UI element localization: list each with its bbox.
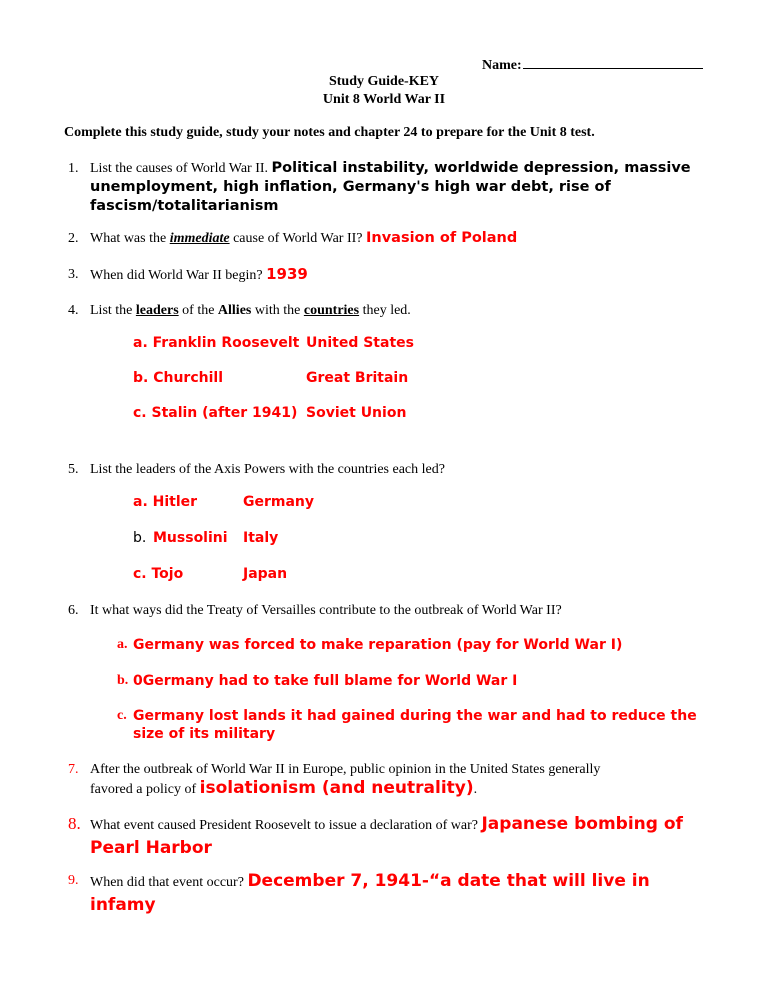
leader-name: c. Tojo — [133, 566, 184, 582]
question-number: 9. — [68, 873, 79, 888]
name-blank-line — [523, 56, 703, 69]
question-prompt: When did World War II begin? — [90, 268, 267, 283]
answer-text: isolationism (and neutrality) — [199, 778, 474, 798]
question-7 — [68, 760, 720, 799]
question-prompt-mid: of the — [178, 303, 218, 318]
answer-text: Japanese bombing of Pearl Harbor — [90, 814, 683, 858]
question-number: 5. — [68, 462, 79, 477]
leader-name: b. Churchill — [133, 370, 223, 386]
question-number: 4. — [68, 303, 79, 318]
country-name: Italy — [243, 530, 279, 546]
question-8 — [68, 813, 720, 861]
instructions: Complete this study guide, study your notes and chapter 24 to prepare for the Unit 8 test. — [64, 125, 595, 140]
question-prompt-end: they led. — [359, 303, 411, 318]
name-label: Name: — [482, 58, 522, 73]
question-6 — [68, 601, 720, 620]
emphasis-countries: countries — [303, 303, 360, 318]
item-text: Germany was forced to make reparation (pay for World War I) — [133, 637, 623, 653]
question-2 — [68, 229, 720, 248]
question-number: 7. — [68, 762, 79, 777]
leader-name: a. Hitler — [133, 494, 198, 510]
answer-text: Invasion of Poland — [366, 230, 518, 246]
question-number: 3. — [68, 267, 79, 282]
answer-text: December 7, 1941-“a date that will live in infamy — [90, 871, 650, 915]
question-prompt: What event caused President Roosevelt to issue a declaration of war? — [90, 818, 482, 833]
question-prompt: When did that event occur? — [90, 875, 248, 890]
treaty-item-b — [117, 672, 723, 690]
name-field — [482, 56, 703, 74]
question-number: 1. — [68, 161, 79, 176]
question-4 — [68, 301, 720, 320]
question-prompt: List the — [90, 303, 136, 318]
question-prompt-mid: with the — [251, 303, 304, 318]
item-letter: b. — [117, 673, 129, 688]
question-prompt: List the causes of World War II. — [90, 161, 272, 176]
emphasis-immediate: immediate — [169, 231, 230, 246]
item-text: 0Germany had to take full blame for World War I — [133, 673, 518, 689]
question-1 — [68, 159, 720, 216]
emphasis-leaders: leaders — [135, 303, 179, 318]
treaty-item-c — [117, 707, 723, 743]
question-prompt-end: cause of World War II? — [229, 231, 366, 246]
question-9 — [68, 870, 720, 918]
answer-text: 1939 — [266, 265, 308, 283]
question-prompt-end: . — [473, 782, 478, 797]
question-5 — [68, 460, 720, 479]
country-name: Soviet Union — [306, 405, 407, 421]
question-3 — [68, 265, 720, 285]
country-name: United States — [306, 335, 414, 351]
item-letter: a. — [117, 637, 128, 652]
emphasis-allies: Allies — [217, 303, 252, 318]
item-text: Germany lost lands it had gained during the war and had to reduce the size of its military — [133, 708, 697, 742]
leader-name: c. Stalin (after 1941) — [133, 405, 298, 421]
leader-name: Mussolini — [153, 530, 228, 546]
leader-name: a. Franklin Roosevelt — [133, 335, 300, 351]
country-name: Japan — [243, 566, 288, 582]
item-letter: c. — [117, 708, 127, 723]
question-prompt: List the leaders of the Axis Powers with the countries each led? — [90, 462, 445, 477]
page-title: Study Guide-KEY — [328, 74, 440, 89]
treaty-item-a — [117, 636, 723, 654]
question-number: 6. — [68, 603, 79, 618]
question-prompt: It what ways did the Treaty of Versailles contribute to the outbreak of World War II? — [90, 603, 562, 618]
country-name: Great Britain — [306, 370, 409, 386]
row-letter: b. — [133, 530, 147, 546]
country-name: Germany — [243, 494, 315, 510]
question-number: 2. — [68, 231, 79, 246]
question-number: 8. — [68, 814, 81, 833]
question-prompt: After the outbreak of World War II in Europe, public opinion in the United States generally — [90, 762, 601, 777]
answer-text: Political instability, worldwide depression, massive unemployment, high inflation, Germany's high war debt, rise of fascism/totalitarianism — [90, 160, 691, 214]
question-prompt: What was the — [90, 231, 170, 246]
page-subtitle: Unit 8 World War II — [322, 92, 446, 107]
question-prompt-line2: favored a policy of — [90, 782, 200, 797]
